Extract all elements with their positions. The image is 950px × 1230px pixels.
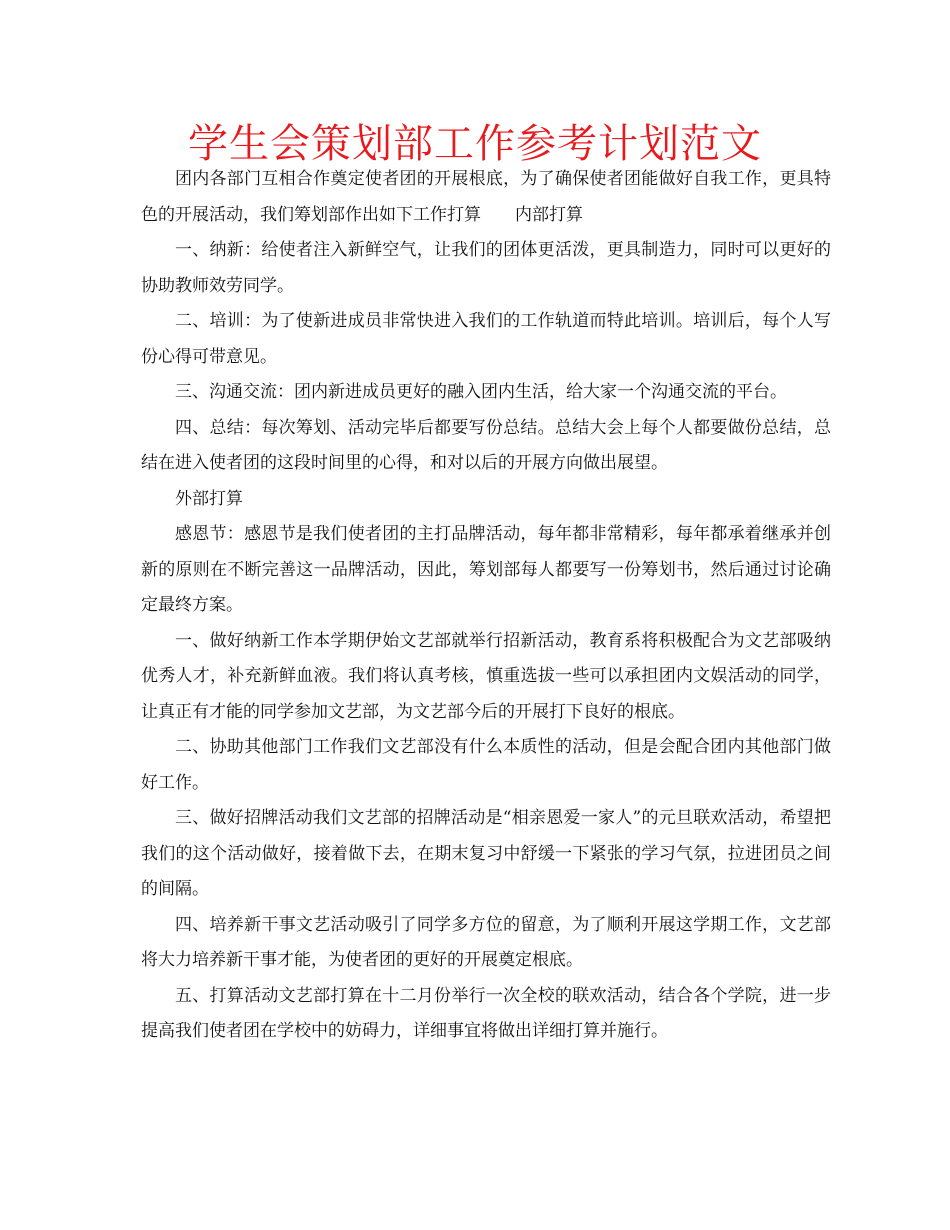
paragraph-external-4: 四、培养新干事文艺活动吸引了同学多方位的留意，为了顺利开展这学期工作，文艺部将大力培养新干事才能，为使者团的更好的开展奠定根底。 [141, 914, 831, 970]
document-body [141, 162, 831, 1050]
paragraph-external-5: 五、打算活动文艺部打算在十二月份举行一次全校的联欢活动，结合各个学院，进一步提高我们使者团在学校中的妨碍力，详细事宜将做出详细打算并施行。 [141, 985, 831, 1041]
paragraph-external-3: 三、做好招牌活动我们文艺部的招牌活动是“相亲恩爱一家人”的元旦联欢活动，希望把我们的这个活动做好，接着做下去，在期末复习中舒缓一下紧张的学习气氛，拉进团员之间的间隔。 [141, 808, 831, 899]
section-heading-external: 外部打算 [175, 488, 243, 509]
paragraph-external-2: 二、协助其他部门工作我们文艺部没有什么本质性的活动，但是会配合团内其他部门做好工作。 [141, 737, 831, 793]
paragraph-internal-4: 四、总结：每次筹划、活动完毕后都要写份总结。总结大会上每个人都要做份总结，总结在进入使者团的这段时间里的心得，和对以后的开展方向做出展望。 [141, 417, 831, 473]
paragraph-intro: 团内各部门互相合作奠定使者团的开展根底，为了确保使者团能做好自我工作，更具特色的开展活动，我们筹划部作出如下工作打算 内部打算 [141, 169, 831, 225]
paragraph-internal-1: 一、纳新：给使者注入新鲜空气，让我们的团体更活泼，更具制造力，同时可以更好的协助教师效劳同学。 [141, 240, 831, 296]
paragraph-thanksgiving: 感恩节：感恩节是我们使者团的主打品牌活动，每年都非常精彩，每年都承着继承并创新的原则在不断完善这一品牌活动，因此，筹划部每人都要写一份筹划书，然后通过讨论确定最终方案。 [141, 524, 831, 615]
paragraph-internal-3: 三、沟通交流：团内新进成员更好的融入团内生活，给大家一个沟通交流的平台。 [175, 382, 787, 402]
paragraph-external-1: 一、做好纳新工作本学期伊始文艺部就举行招新活动，教育系将积极配合为文艺部吸纳优秀人才，补充新鲜血液。我们将认真考核，慎重选拔一些可以承担团内文娱活动的同学，让真正有才能的同学参加文艺部，为文艺部今后的开展打下良好的根底。 [141, 630, 831, 722]
document-title: 学生会策划部工作参考计划范文 [188, 121, 762, 167]
paragraph-internal-2: 二、培训：为了使新进成员非常快进入我们的工作轨道而特此培训。培训后，每个人写份心得可带意见。 [141, 311, 831, 367]
